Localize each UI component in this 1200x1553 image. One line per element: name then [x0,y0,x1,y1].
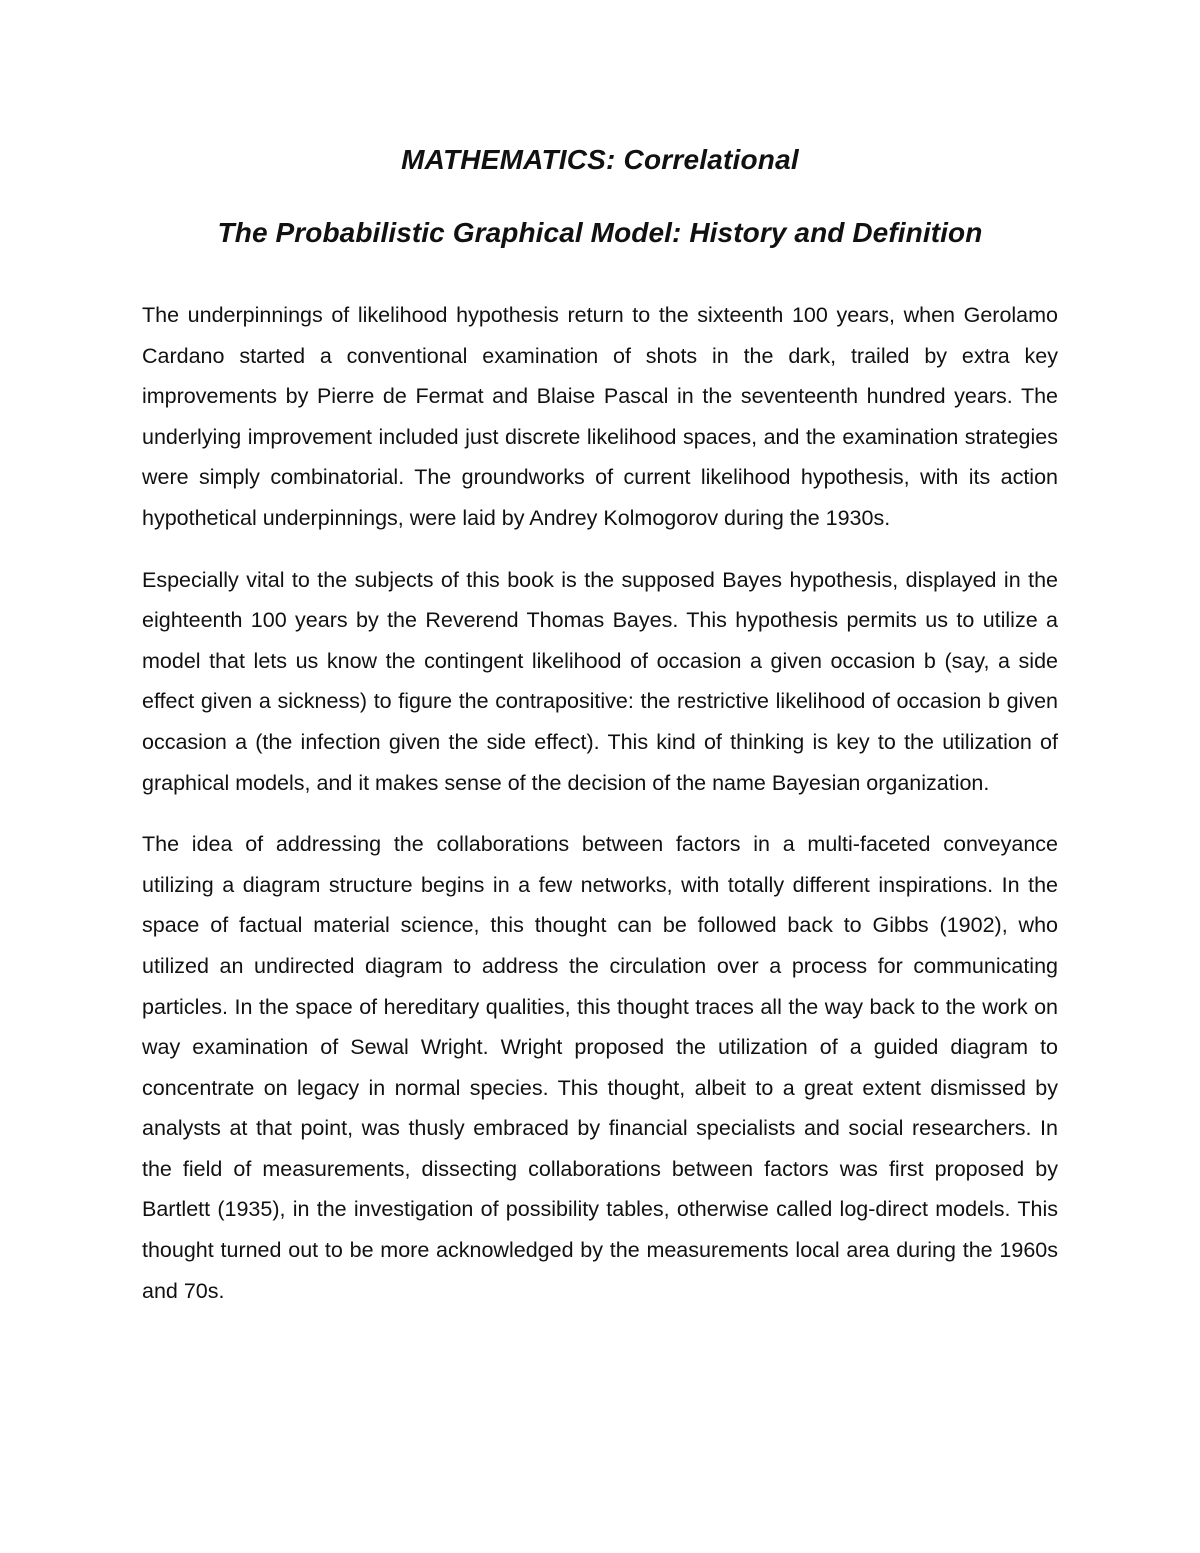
document-title: MATHEMATICS: Correlational [401,144,799,175]
paragraph-history-probability: The underpinnings of likelihood hypothesis return to the sixteenth 100 years, when Gerolamo Cardano started a conventional examination of shots in the dark, trailed by extra key improvements by Pierre de Fermat and Blaise Pascal in the seventeenth hundred years. The underlying improvement included just discrete likelihood spaces, and the examination strategies were simply combinatorial. The groundworks of current likelihood hypothesis, with its action hypothetical underpinnings, were laid by Andrey Kolmogorov during the 1930s. [142,303,1058,530]
document-subtitle: The Probabilistic Graphical Model: History and Definition [217,217,983,248]
paragraph-bayes-theorem: Especially vital to the subjects of this book is the supposed Bayes hypothesis, displayed in the eighteenth 100 years by the Reverend Thomas Bayes. This hypothesis permits us to utilize a model that lets us know the contingent likelihood of occasion a given occasion b (say, a side effect given a sickness) to figure the contrapositive: the restrictive likelihood of occasion b given occasion a (the infection given the side effect). This kind of thinking is key to the utilization of graphical models, and it makes sense of the decision of the name Bayesian organization. [142,567,1058,795]
paragraph-graph-structures: The idea of addressing the collaborations between factors in a multi-faceted conveyance utilizing a diagram structure begins in a few networks, with totally different inspirations. In the space of factual material science, this thought can be followed back to Gibbs (1902), who utilized an undirected diagram to address the circulation over a process for communicating particles. In the space of hereditary qualities, this thought traces all the way back to the work on way examination of Sewal Wright. Wright proposed the utilization of a guided diagram to concentrate on legacy in normal species. This thought, albeit to a great extent dismissed by analysts at that point, was thusly embraced by financial specialists and social researchers. In the field of measurements, dissecting collaborations between factors was first proposed by Bartlett (1935), in the investigation of possibility tables, otherwise called log-direct models. This thought turned out to be more acknowledged by the measurements local area during the 1960s and 70s. [142,832,1058,1303]
